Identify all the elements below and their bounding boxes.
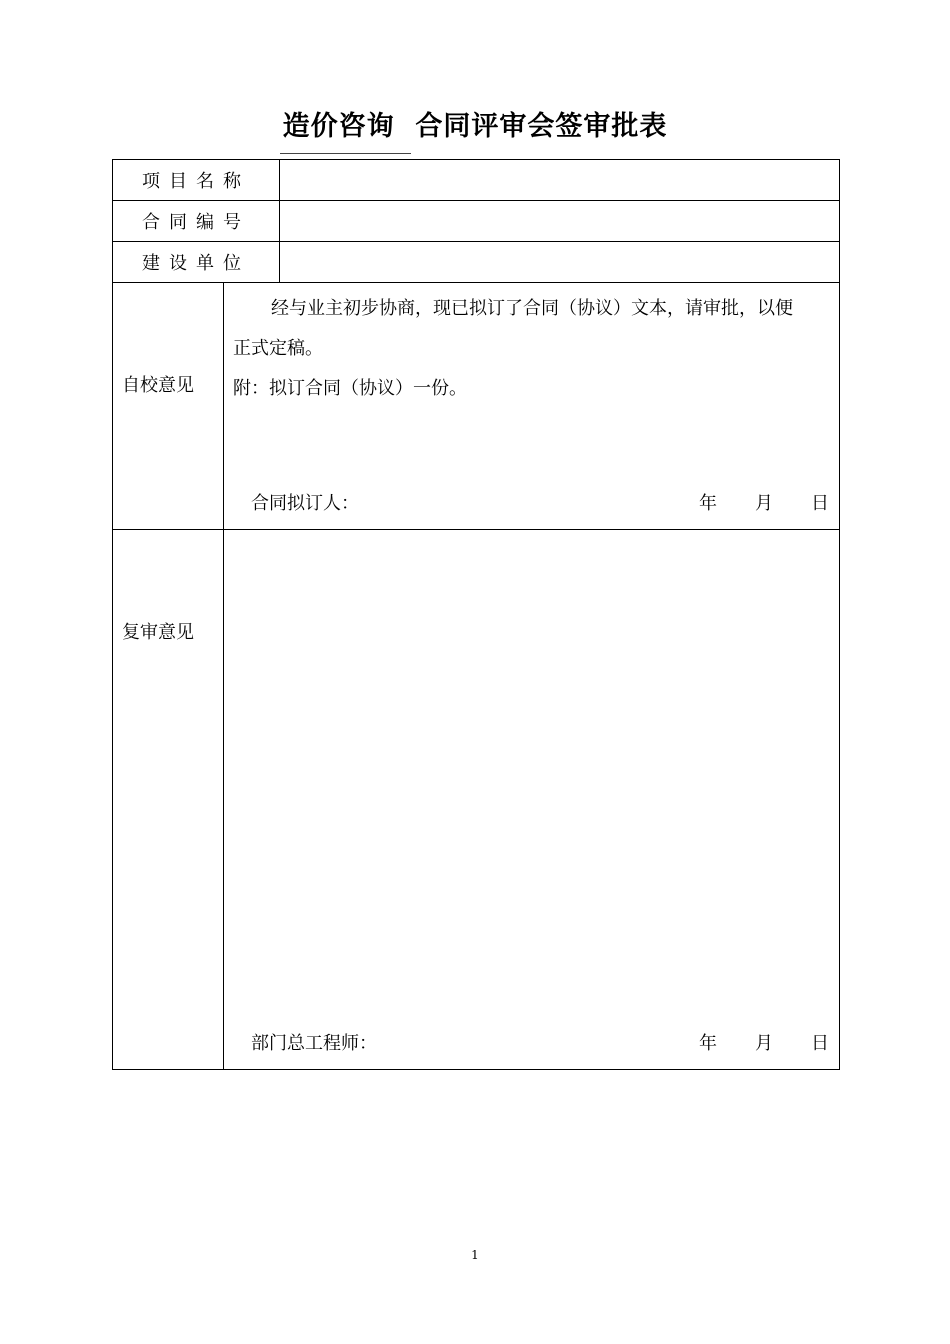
self-check-row — [113, 283, 840, 530]
page-number: 1 — [471, 1248, 479, 1262]
year-label: 年 — [699, 493, 717, 514]
review-date — [699, 1029, 829, 1055]
project-name-row — [113, 160, 840, 201]
contract-number-label: 合同编号 — [113, 201, 280, 242]
review-row — [113, 530, 840, 1070]
review-signature-row — [251, 1029, 829, 1055]
month-label: 月 — [755, 493, 773, 514]
year-label: 年 — [699, 1033, 717, 1054]
self-check-line-2: 正式定稿。 — [233, 338, 323, 359]
day-label: 日 — [811, 493, 829, 514]
contract-number-field[interactable] — [280, 201, 840, 242]
title-underline — [280, 153, 411, 154]
client-field[interactable] — [280, 242, 840, 283]
approval-form-table — [112, 159, 840, 1070]
project-name-label: 项目名称 — [113, 160, 280, 201]
client-row — [113, 242, 840, 283]
month-label: 月 — [755, 1033, 773, 1054]
day-label: 日 — [811, 1033, 829, 1054]
attachment-note: 附：拟订合同（协议）一份。 — [233, 378, 467, 399]
chief-engineer-label: 部门总工程师： — [251, 1033, 377, 1054]
review-content[interactable] — [224, 530, 840, 1070]
self-check-content[interactable] — [224, 283, 840, 530]
client-label: 建设单位 — [113, 242, 280, 283]
project-name-field[interactable] — [280, 160, 840, 201]
drafter-label: 合同拟订人： — [251, 493, 359, 514]
self-check-date — [699, 489, 829, 515]
self-check-line-1: 经与业主初步协商，现已拟订了合同（协议）文本，请审批，以便 — [271, 298, 793, 319]
self-check-text — [233, 289, 831, 409]
contract-number-row — [113, 201, 840, 242]
self-check-label: 自校意见 — [113, 283, 224, 530]
document-title: 造价咨询 合同评审会签审批表 — [282, 111, 668, 142]
review-label: 复审意见 — [113, 530, 224, 1070]
self-check-signature-row — [251, 489, 829, 515]
